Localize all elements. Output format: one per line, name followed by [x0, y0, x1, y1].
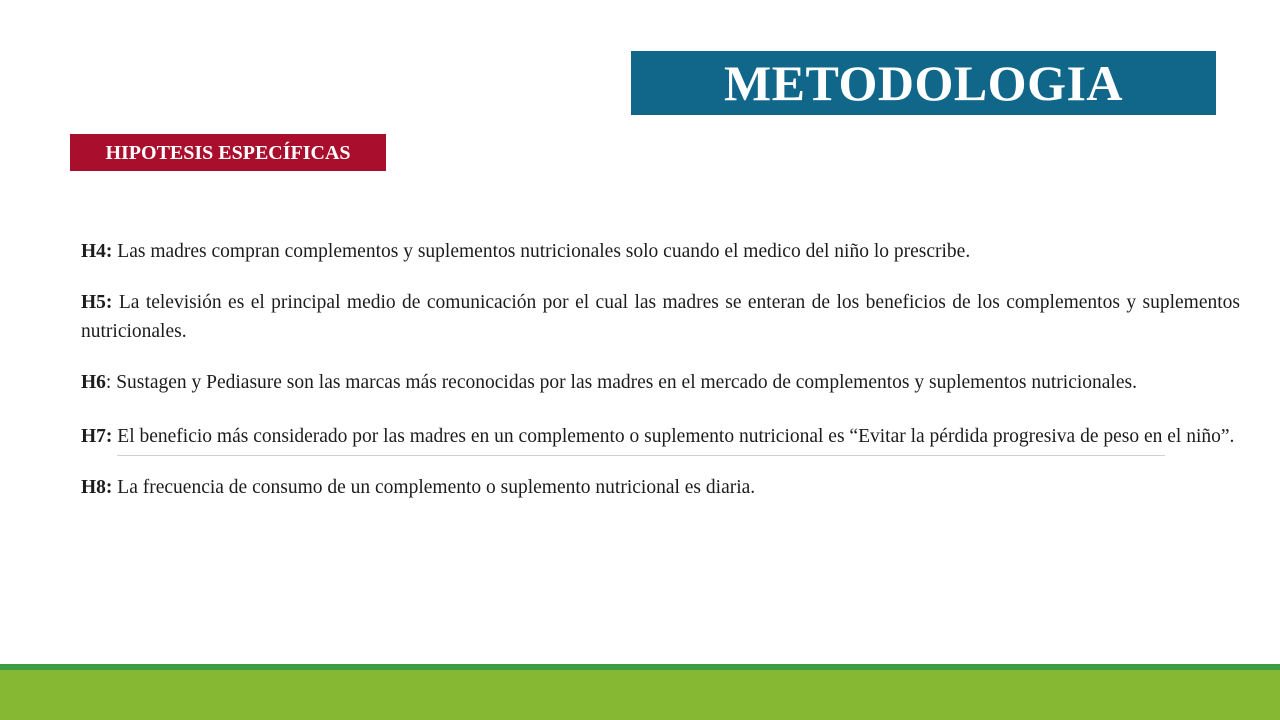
title-banner [631, 51, 1216, 115]
footer-bar [0, 670, 1280, 720]
hypothesis-code: H4: [81, 241, 113, 262]
hypothesis-code: H6 [81, 372, 106, 393]
section-badge [70, 134, 386, 171]
hypothesis-h7 [81, 422, 1240, 451]
hypothesis-text: El beneficio más considerado por las madres en un complemento o suplemento nutricional es “Evitar la pérdida progresiva de peso en el niño”. [112, 426, 1235, 447]
hypothesis-text: La frecuencia de consumo de un complemento o suplemento nutricional es diaria. [112, 477, 756, 498]
hypothesis-text: Las madres compran complementos y suplementos nutricionales solo cuando el medico del niño lo prescribe. [112, 241, 971, 262]
hypothesis-h8 [81, 473, 1240, 502]
hypothesis-code: H8: [81, 477, 113, 498]
hypothesis-h6 [81, 368, 1240, 397]
hypothesis-h5 [81, 288, 1240, 346]
hypothesis-h4 [81, 237, 1240, 266]
hypothesis-text: La televisión es el principal medio de comunicación por el cual las madres se enteran de los beneficios de los complementos y suplementos nutricionales. [81, 292, 1240, 342]
hypotheses-list [81, 237, 1240, 502]
hypothesis-code: H5: [81, 292, 113, 313]
slide-title: METODOLOGIA [723, 55, 1124, 111]
section-label: HIPOTESIS ESPECÍFICAS [105, 141, 351, 164]
hypothesis-code: H7: [81, 426, 113, 447]
hypothesis-text: : Sustagen y Pediasure son las marcas más reconocidas por las madres en el mercado de complementos y suplementos nutricionales. [105, 372, 1137, 393]
divider-line [117, 455, 1165, 456]
